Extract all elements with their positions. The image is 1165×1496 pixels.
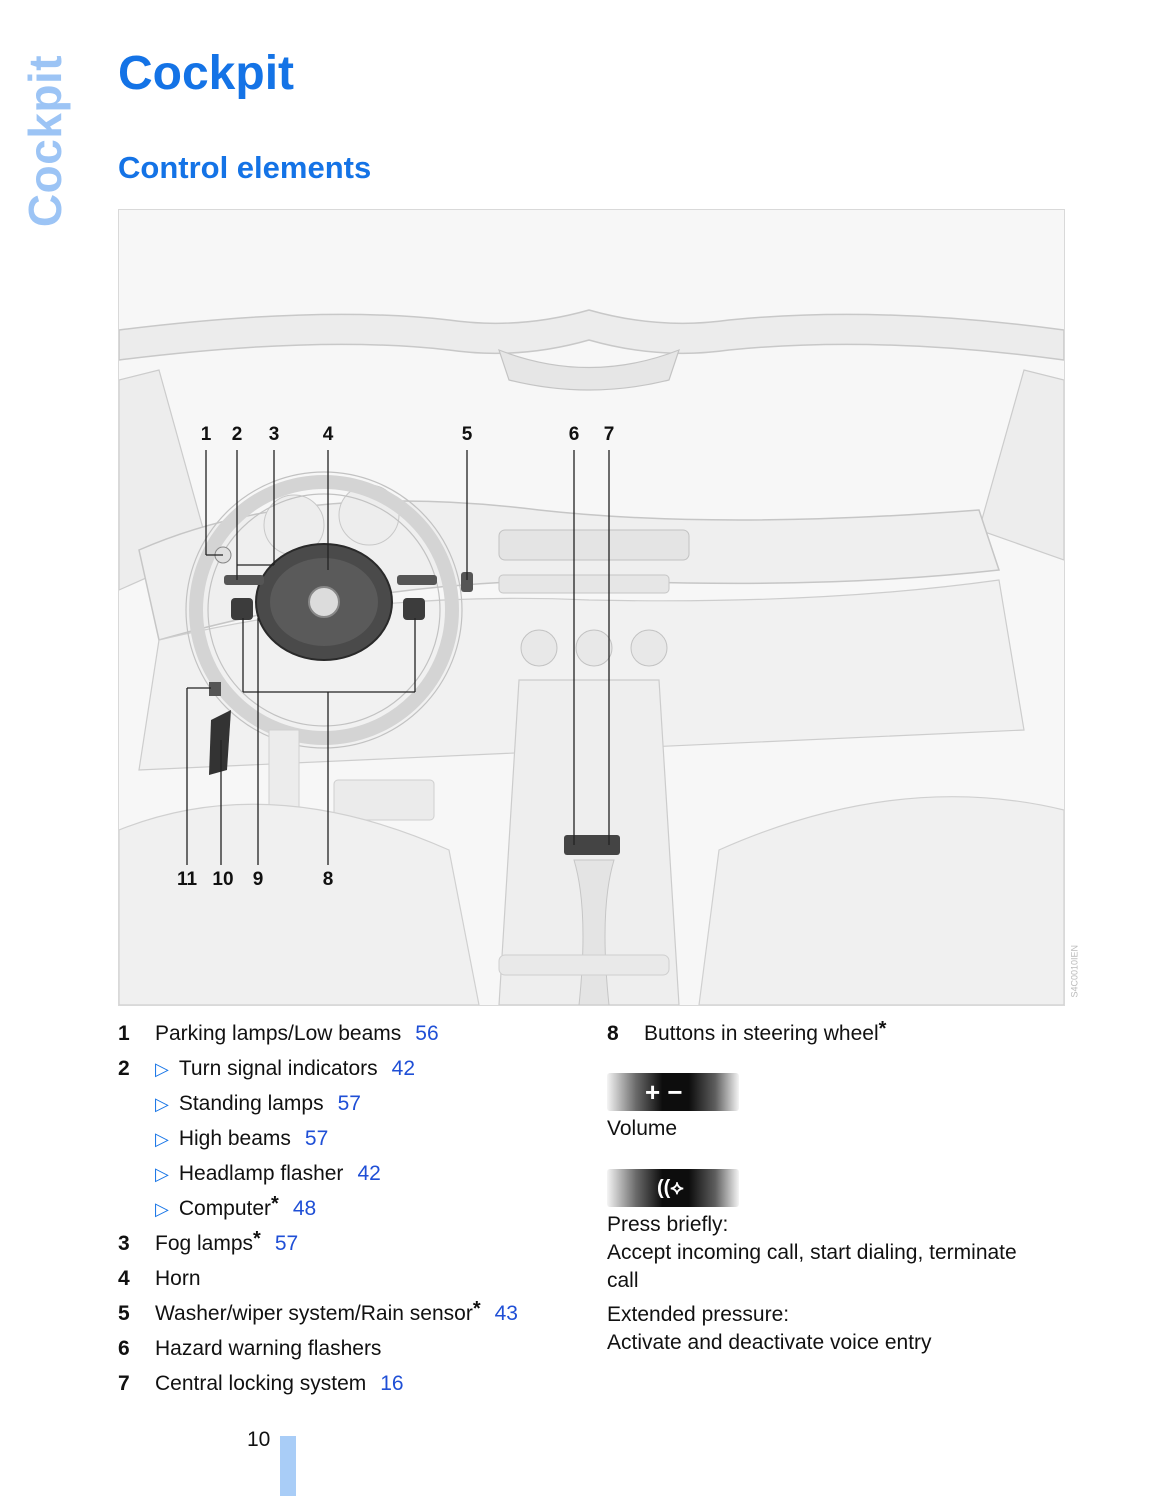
callout-8: 8 [322, 869, 334, 890]
callout-1: 1 [200, 424, 212, 445]
page-ref-link[interactable]: 48 [292, 1197, 317, 1220]
legend-number: 1 [118, 1022, 130, 1045]
legend-label: High beams [178, 1127, 291, 1150]
legend-item-8 [607, 1016, 1067, 1051]
press-briefly-title: Press briefly: [607, 1213, 729, 1236]
legend-number: 6 [118, 1337, 130, 1360]
side-tab [14, 48, 76, 234]
page-ref-link[interactable]: 57 [337, 1092, 361, 1115]
legend-number: 8 [607, 1022, 619, 1045]
callout-6: 6 [568, 424, 580, 445]
legend-item-5 [118, 1296, 578, 1331]
triangle-bullet-icon: ▷ [155, 1094, 169, 1114]
page-number: 10 [247, 1428, 271, 1451]
callout-5: 5 [461, 424, 473, 445]
triangle-bullet-icon: ▷ [155, 1199, 169, 1219]
legend-label: Buttons in steering wheel [644, 1022, 879, 1045]
legend-number: 7 [118, 1372, 130, 1395]
callout-2: 2 [231, 424, 243, 445]
page-ref-link[interactable]: 57 [304, 1127, 329, 1150]
legend-left [118, 1016, 578, 1401]
extended-pressure-text: Activate and deactivate voice entry [607, 1331, 932, 1354]
legend-item-6 [118, 1331, 578, 1366]
section-title: Control elements [118, 150, 372, 185]
legend-right [607, 1016, 1067, 1357]
legend-subitem [118, 1156, 578, 1191]
callout-7: 7 [603, 424, 615, 445]
page-title: Cockpit [118, 47, 295, 100]
asterisk-mark: * [271, 1193, 279, 1215]
legend-label: Central locking system [155, 1372, 367, 1395]
legend-number: 2 [118, 1057, 130, 1080]
legend-number: 5 [118, 1302, 130, 1325]
legend-label: Horn [155, 1267, 201, 1290]
page-ref-link[interactable]: 43 [494, 1302, 518, 1325]
callout-9: 9 [252, 869, 264, 890]
callout-11: 11 [176, 869, 198, 890]
legend-item-1 [118, 1016, 578, 1051]
cockpit-illustration [118, 209, 1080, 1006]
legend-label: Turn signal indicators [178, 1057, 378, 1080]
side-tab-label: Cockpit [19, 54, 71, 228]
legend-subitem [118, 1191, 578, 1226]
callout-3: 3 [268, 424, 280, 445]
volume-button-image [607, 1073, 739, 1111]
callout-4: 4 [322, 424, 334, 445]
asterisk-mark: * [472, 1298, 481, 1320]
triangle-bullet-icon: ▷ [155, 1129, 169, 1149]
page-ref-link[interactable]: 42 [357, 1162, 381, 1185]
triangle-bullet-icon: ▷ [155, 1059, 169, 1079]
legend-label: Hazard warning flashers [155, 1337, 382, 1360]
page-ref-link[interactable]: 16 [380, 1372, 404, 1395]
page-ref-link[interactable]: 57 [274, 1232, 299, 1255]
legend-item-7 [118, 1366, 578, 1401]
triangle-bullet-icon: ▷ [155, 1164, 169, 1184]
legend-number: 3 [118, 1232, 130, 1255]
image-code: S4C0010IEN [1070, 945, 1080, 998]
legend-label: Parking lamps/Low beams [155, 1022, 402, 1045]
legend-item-3 [118, 1226, 578, 1261]
extended-pressure-title: Extended pressure: [607, 1303, 790, 1326]
legend-label: Standing lamps [178, 1092, 324, 1115]
legend-item-4 [118, 1261, 578, 1296]
legend-label: Washer/wiper system/Rain sensor [155, 1302, 473, 1325]
plus-minus-icon: + − [645, 1077, 683, 1107]
page-marker-bar [280, 1436, 296, 1496]
legend-label: Fog lamps [155, 1232, 254, 1255]
asterisk-mark: * [878, 1018, 887, 1040]
legend-subitem [118, 1086, 578, 1121]
callout-10: 10 [212, 869, 234, 890]
voice-button-image [607, 1169, 739, 1207]
legend-label: Computer [178, 1197, 272, 1220]
page-ref-link[interactable]: 56 [415, 1022, 439, 1045]
legend-label: Headlamp flasher [178, 1162, 344, 1185]
legend-number: 4 [118, 1267, 130, 1290]
cockpit-drawing [119, 210, 1064, 1005]
asterisk-mark: * [253, 1228, 261, 1250]
legend-subitem [118, 1121, 578, 1156]
volume-label: Volume [607, 1117, 678, 1140]
press-briefly-text: Accept incoming call, start dialing, terminate call [607, 1241, 1017, 1292]
legend-item-2 [118, 1051, 578, 1086]
page-ref-link[interactable]: 42 [391, 1057, 416, 1080]
voice-command-icon: ((⟡ [657, 1177, 684, 1199]
